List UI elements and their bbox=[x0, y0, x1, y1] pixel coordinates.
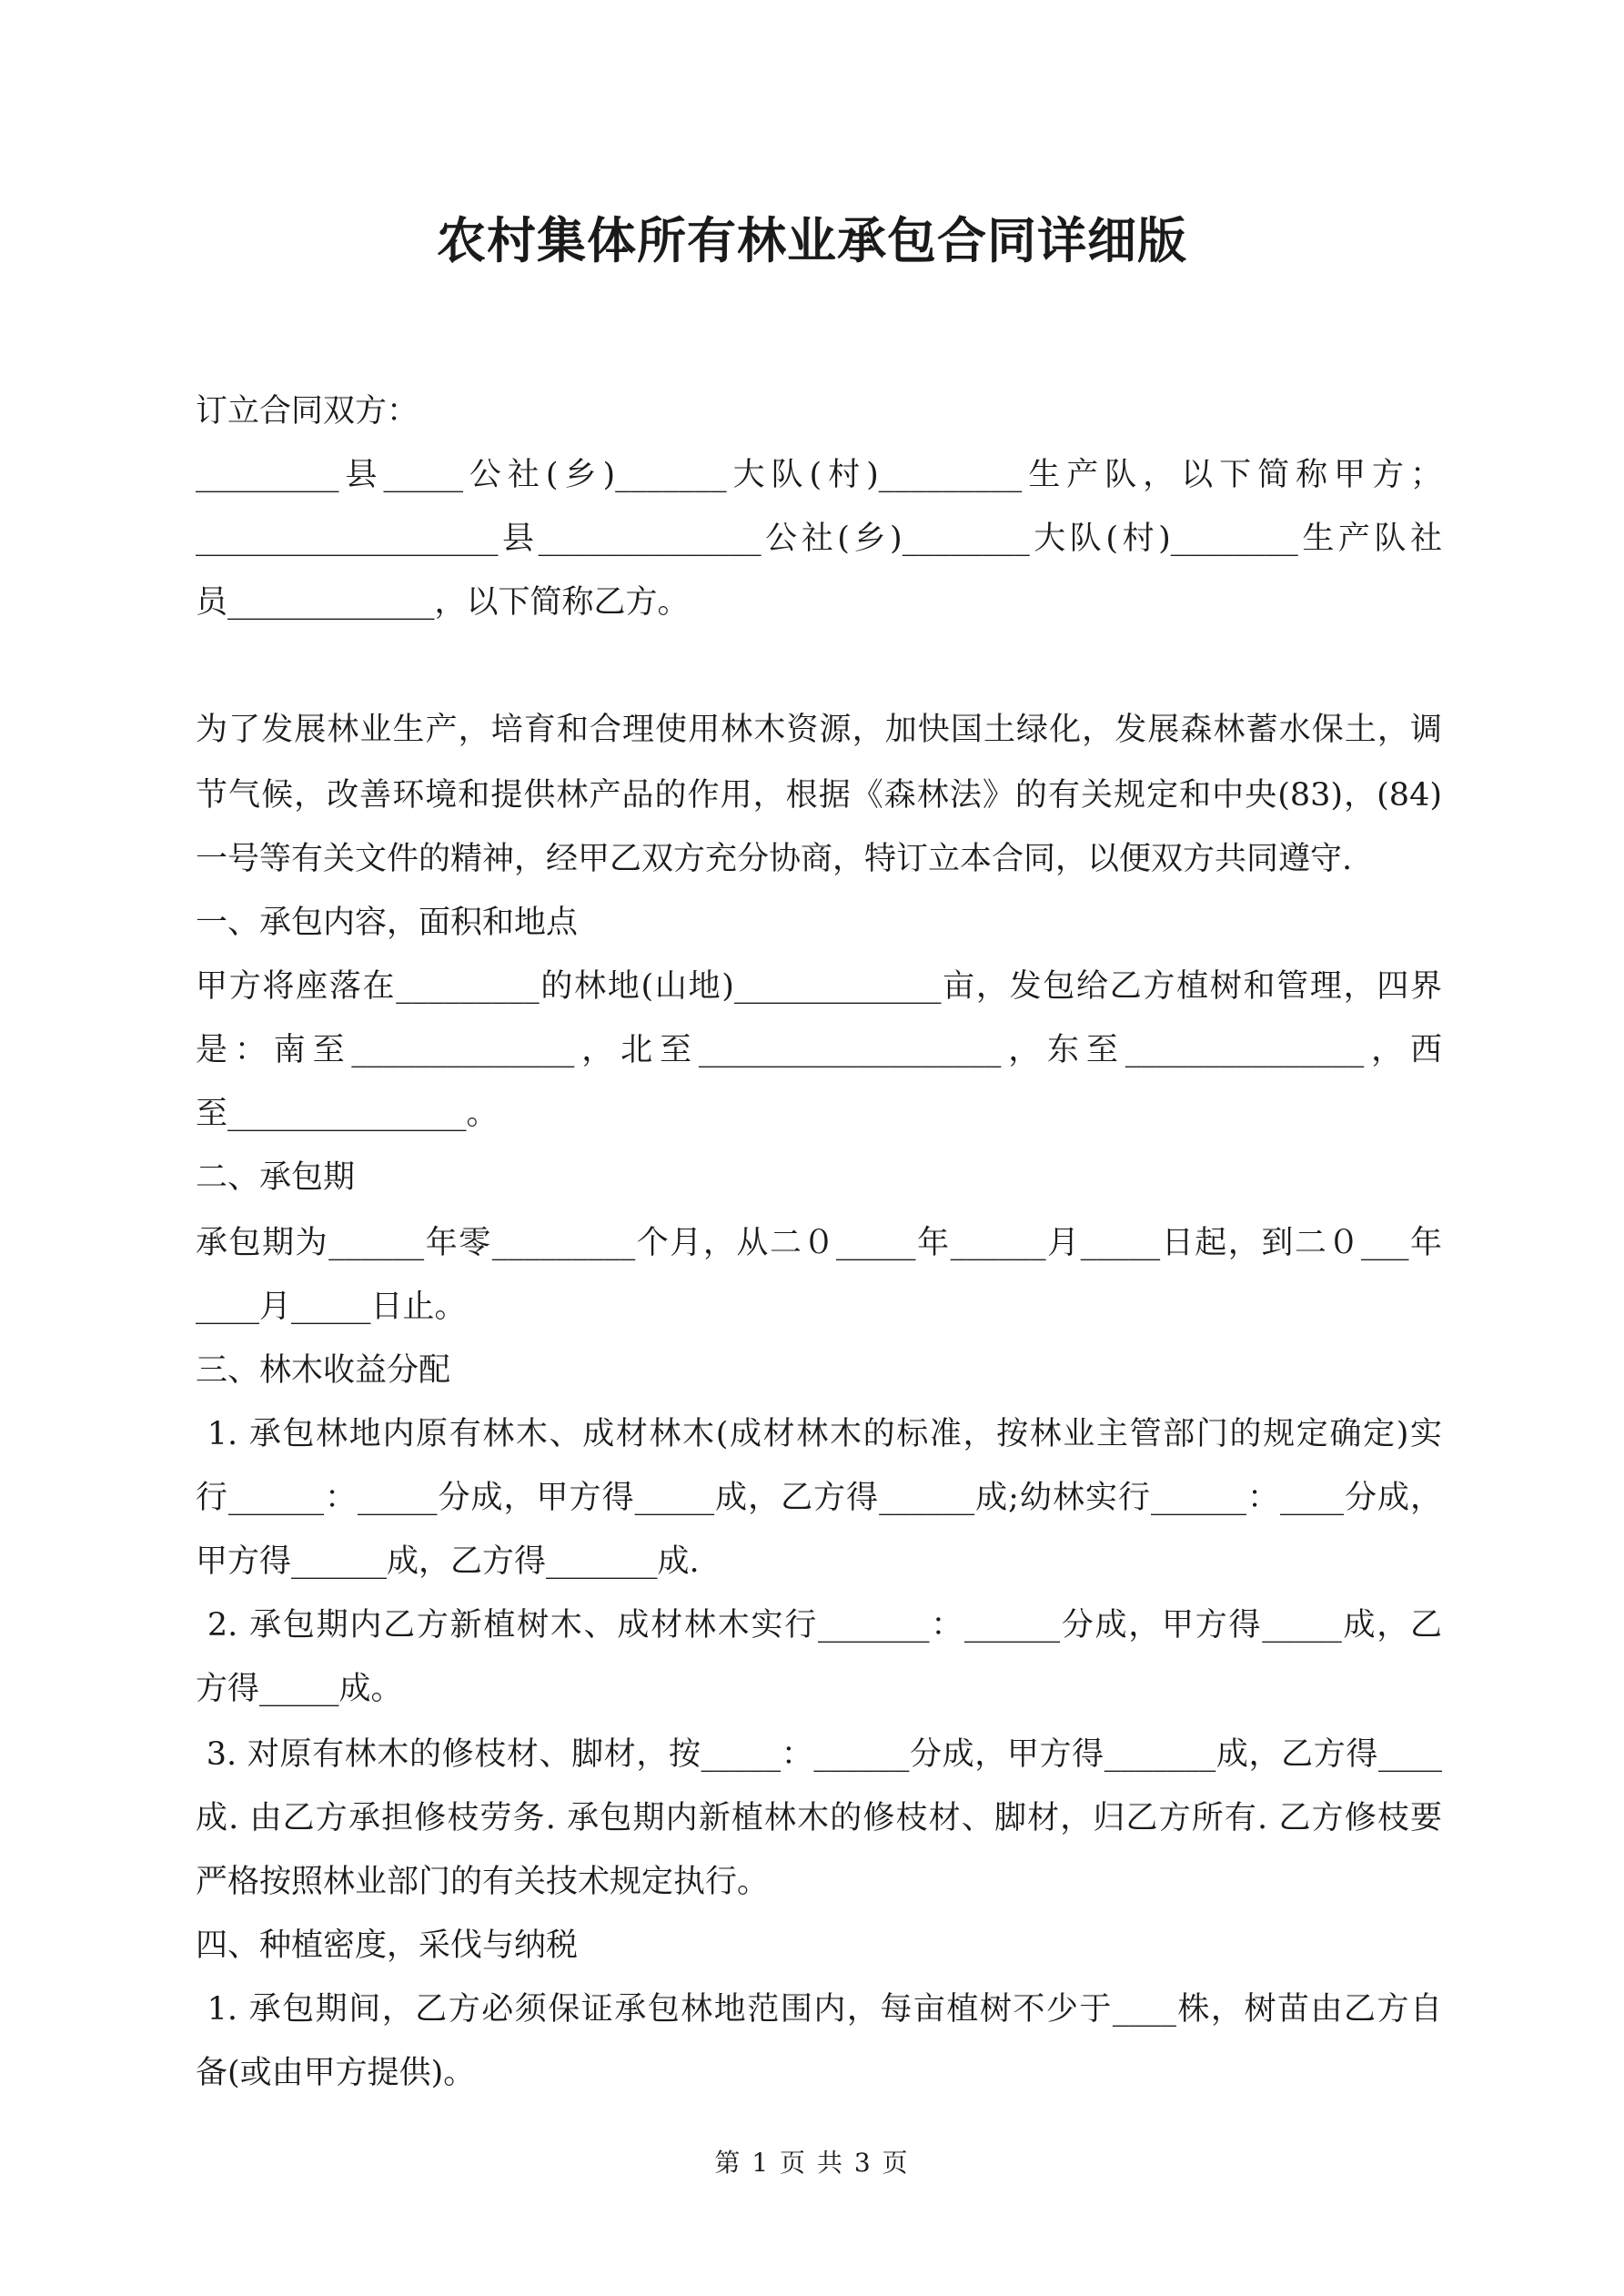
text-line: 2. 承包期内乙方新植树木、成材林木实行_______：______分成，甲方得_____成，乙 bbox=[196, 1607, 1442, 1644]
section-heading: 四、种植密度，采伐与纳税 bbox=[196, 1927, 579, 1964]
document-title: 农村集体所有林业承包合同详细版 bbox=[437, 212, 1187, 269]
text-line: 员_____________，以下简称乙方。 bbox=[196, 584, 690, 621]
text-line: 备(或由甲方提供)。 bbox=[196, 2055, 476, 2091]
section-heading: 二、承包期 bbox=[196, 1159, 356, 1196]
text-line: 方得_____成。 bbox=[196, 1671, 403, 1707]
text-line: 甲方得______成，乙方得_______成. bbox=[196, 1543, 700, 1580]
text-line: 承包期为______年零_________个月，从二０_____年______月_____日起，到二０___年 bbox=[196, 1225, 1442, 1261]
text-line: 1. 承包期间，乙方必须保证承包林地范围内，每亩植树不少于____株，树苗由乙方自 bbox=[196, 1991, 1442, 2028]
text-line: 为了发展林业生产，培育和合理使用林木资源，加快国土绿化，发展森林蓄水保土，调 bbox=[196, 712, 1442, 748]
section-heading: 一、承包内容，面积和地点 bbox=[196, 905, 579, 941]
text-line: 严格按照林业部门的有关技术规定执行。 bbox=[196, 1864, 770, 1900]
text-line: 一号等有关文件的精神，经甲乙双方充分协商，特订立本合同，以便双方共同遵守. bbox=[196, 841, 1353, 877]
text-line: 是：南至______________，北至___________________，东至_______________，西 bbox=[196, 1032, 1442, 1068]
text-line: 3. 对原有林木的修枝材、脚材，按_____：______分成，甲方得_______成，乙方得____ bbox=[196, 1736, 1442, 1773]
text-line: 订立合同双方： bbox=[196, 393, 419, 430]
text-line: 甲方将座落在_________的林地(山地)_____________亩，发包给乙方植树和管理，四界 bbox=[196, 968, 1442, 1005]
section-heading: 三、林木收益分配 bbox=[196, 1352, 451, 1389]
page-footer: 第 1 页 共 3 页 bbox=[714, 2148, 910, 2178]
text-line: ___________________县______________公社(乡)________大队(村)________生产队社 bbox=[196, 521, 1442, 557]
text-line: 1. 承包林地内原有林木、成材林木(成材林木的标准，按林业主管部门的规定确定)实 bbox=[196, 1416, 1442, 1452]
text-line: _________县_____公社(乡)_______大队(村)_________生产队，以下简称甲方； bbox=[196, 457, 1442, 493]
text-line: 节气候，改善环境和提供林产品的作用，根据《森林法》的有关规定和中央(83)，(84) bbox=[196, 777, 1442, 814]
text-line: 至_______________。 bbox=[196, 1096, 499, 1132]
text-line: ____月_____日止。 bbox=[196, 1289, 467, 1325]
text-line: 行______：_____分成，甲方得_____成，乙方得______成;幼林实行______：____分成， bbox=[196, 1480, 1442, 1516]
text-line: 成. 由乙方承担修枝劳务. 承包期内新植林木的修枝材、脚材，归乙方所有. 乙方修枝要 bbox=[196, 1800, 1442, 1836]
